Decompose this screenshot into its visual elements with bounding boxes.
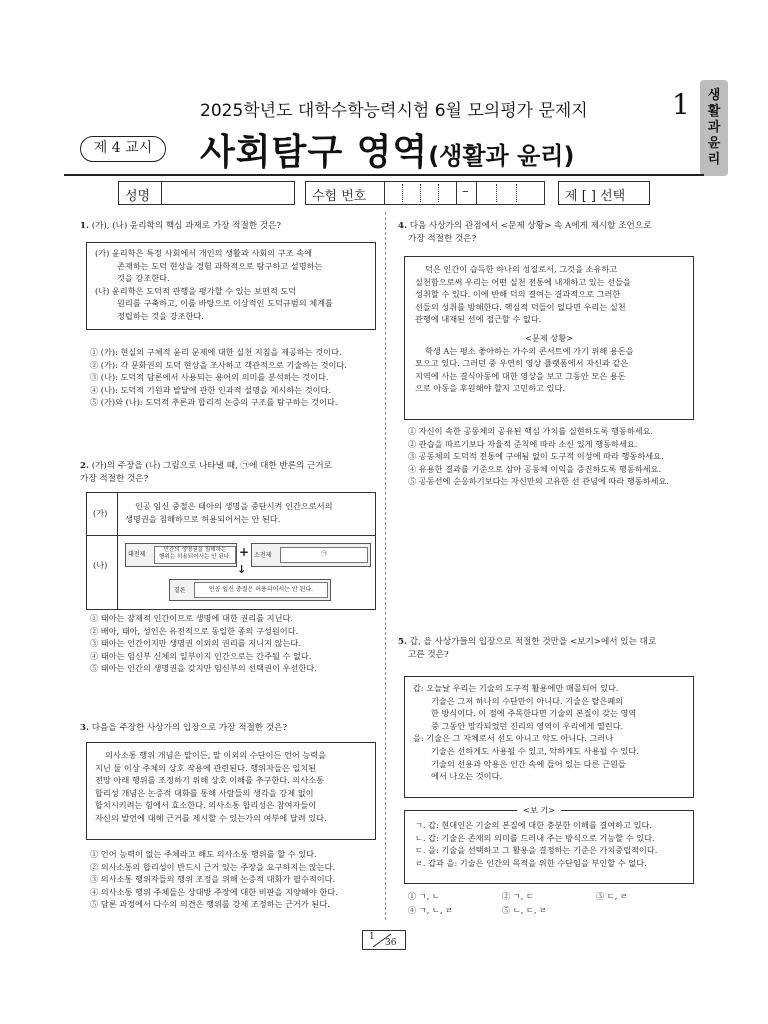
subject-main: 사회탐구 영역 [200, 132, 429, 173]
total-pages: 36 [385, 938, 397, 948]
bogi-item: ㄱ. 갑: 현대인은 기술의 본질에 대한 충분한 이해를 결여하고 있다. [415, 820, 653, 830]
question-5-stem [398, 636, 656, 662]
question-text: 갑, 을 사상가들의 입장으로 적절한 것만을 <보기>에서 있는 대로 [409, 637, 657, 647]
box-line: 성취할 수 있다. 이에 반해 덕의 결여는 결과적으로 그러한 [415, 289, 621, 300]
option-3[interactable]: ③ (나): 도덕적 담론에서 사용되는 용어의 의미를 분석하는 것이다. [90, 372, 329, 383]
ga-line: 인공 임신 중절은 태아의 생명을 중단시켜 인간으로서의 [135, 501, 333, 511]
side-tab-char: 리 [707, 152, 721, 167]
major-premise-text: 인간의 생명권을 침해하는 [163, 547, 227, 553]
box-line: 지닌 둘 이상 주체의 상호 작용에 관련된다. 행위자들은 일치된 [95, 762, 317, 773]
exam-number-dash: – [462, 184, 469, 199]
side-tab-char: 생 [707, 88, 721, 103]
option-4[interactable]: ④ 유용한 결과를 기준으로 삼아 공동체 이익을 증진하도록 행동하세요. [408, 463, 662, 474]
option-2[interactable]: ② (가): 각 문화권의 도덕 현상을 조사하고 객관적으로 기술하는 것이다. [90, 359, 347, 370]
question-number: 3. [80, 723, 89, 733]
option-4[interactable]: ④ 태아는 임신부 신체의 일부이지 인간으로는 간주될 수 없다. [90, 650, 312, 661]
box-line: 의사소통 행위 개념은 말이든, 말 이외의 수단이든 언어 능력을 [105, 750, 327, 760]
side-tab-char: 과 [707, 120, 721, 135]
box-line: 실천함으로써 우리는 어떤 실천 전통에 내재하고 있는 선들을 [415, 276, 631, 287]
bogi-item: ㄷ. 을: 기술을 선택하고 그 활용을 결정하는 기준은 가치중립적이다. [415, 845, 658, 856]
option-1[interactable]: ① 자신이 속한 공동체의 공유된 핵심 가치를 실현하도록 행동하세요. [408, 426, 654, 436]
ga-line: 생명권을 침해하므로 허용되어서는 안 된다. [125, 513, 281, 524]
box-line: 것을 강조한다. [117, 273, 170, 284]
eul-line: 기술은 선하게도 사용될 수 있고, 악하게도 사용될 수 있다. [431, 745, 639, 756]
option-2[interactable]: ② 의사소통의 합리성이 반드시 근거 있는 주장을 요구하지는 않는다. [90, 861, 336, 872]
conclusion [169, 579, 331, 601]
gap-line: 중 그동안 망각되었던 진리의 영역이 우리에게 열린다. [431, 720, 624, 731]
current-page: 1 [369, 932, 375, 942]
subject-side-tab [700, 80, 728, 176]
question-text: 고른 것은? [408, 650, 449, 661]
question-5-box [404, 676, 694, 798]
situation-title: <문제 상황> [525, 332, 573, 343]
subject-title [200, 124, 574, 175]
question-4-options [408, 425, 669, 488]
option-4[interactable]: ④ (나): 도덕적 기원과 발달에 관한 인과적 설명을 제시하는 것이다. [90, 384, 332, 395]
column-divider [385, 212, 387, 920]
option-1[interactable]: ① 태아는 잠재적 인간이므로 생명에 대한 권리를 지닌다. [90, 613, 294, 623]
box-line: 자신의 발언에 대해 근거를 제시할 수 있는가의 여부에 달려 있다. [95, 812, 327, 823]
ga-text [125, 500, 369, 525]
box-line: (가) 윤리학은 특정 사회에서 개인의 생활과 사회의 구조 속에 [95, 248, 313, 258]
option-3[interactable]: ③ 태아는 인간이지만 생명권 이외의 권리를 지니지 않는다. [90, 638, 301, 649]
situation-line: 으로 아동을 후원해야 할지 고민하고 있다. [415, 383, 566, 394]
page-slash-icon [363, 931, 405, 949]
question-1-box [86, 242, 376, 330]
bogi-item: ㄹ. 갑과 을: 기술은 인간의 목적을 위한 수단임을 부인할 수 없다. [415, 857, 647, 868]
question-3-options [90, 848, 338, 911]
question-4-stem [398, 220, 651, 246]
option-1[interactable]: ① 언어 능력이 없는 주체라고 해도 의사소통 행위를 할 수 있다. [90, 849, 317, 859]
bogi-title: <보 기> [517, 804, 561, 817]
box-line: 관행에 내재된 선에 접근할 수 없다. [415, 314, 542, 325]
question-text: 가장 적절한 것은? [80, 474, 149, 485]
subject-sub: (생활과 윤리) [428, 142, 575, 170]
na-label: (나) [93, 560, 108, 570]
major-premise [125, 543, 237, 567]
box-line: 원리를 구축하고, 이를 바탕으로 이상적인 도덕규범의 체계를 [117, 298, 333, 309]
box-line: 전망 아래 행위를 조정하기 위해 상호 이해를 추구한다. 의사소통 [95, 775, 325, 786]
situation-line: 모으고 있다. 그러던 중 우연히 영상 플랫폼에서 자신과 같은 [415, 358, 629, 369]
question-1-options [90, 346, 347, 409]
option-3[interactable]: ③ 의사소통 행위자들의 행위 조정을 위해 논증적 대화가 필수적이다. [90, 874, 336, 885]
box-line: 덕은 인간이 습득한 하나의 성질로서, 그것을 소유하고 [425, 264, 618, 274]
question-number: 2. [80, 461, 89, 471]
gap-line: 기술은 그저 하나의 수단만이 아니다. 기술은 탈은폐의 [431, 695, 624, 706]
question-2-stem [80, 460, 332, 486]
name-field[interactable] [118, 181, 295, 205]
minor-premise [251, 543, 371, 567]
header-rule [64, 174, 704, 176]
question-text: 다음 사상가의 관점에서 <문제 상황> 속 A에게 제시할 조언으로 [409, 221, 652, 231]
question-text: (가), (나) 윤리학의 핵심 과제로 가장 적절한 것은? [91, 221, 282, 231]
plus-sign: + [239, 545, 250, 559]
situation-line: 학생 A는 평소 좋아하는 가수의 콘서트에 가기 위해 용돈을 [425, 345, 634, 356]
box-line: 합리성 개념은 논증적 대화를 통해 사람들의 생각을 강제 없이 [95, 787, 314, 798]
eul-line: 을: 기술은 그 자체로서 선도 아니고 악도 아니다. 그러나 [413, 733, 614, 744]
option-3[interactable]: ③ 공동체의 도덕적 전통에 구애됨 없이 도구적 이성에 따라 행동하세요. [408, 451, 664, 462]
eul-line: 기술의 선용과 악용은 인간 속에 들어 있는 다른 근원들 [431, 758, 626, 769]
option-5[interactable]: ⑤ 공동선에 순응하기보다는 자신만의 고유한 선 관념에 따라 행동하세요. [408, 476, 669, 487]
question-text: 가장 적절한 것은? [408, 234, 477, 245]
option-5[interactable]: ⑤ 태아는 인간의 생명권을 갖지만 임신부의 선택권이 우선한다. [90, 663, 317, 674]
bogi-box [404, 805, 694, 884]
minor-premise-marker: ㉠ [320, 551, 327, 558]
option-2[interactable]: ② 관습을 따르기보다 자율적 준칙에 따라 소신 있게 행동하세요. [408, 438, 638, 449]
question-2-options [90, 612, 317, 675]
conclusion-label: 결론 [174, 587, 186, 594]
situation-line: 지역에 사는 결식아동에 대한 영상을 보고 그동안 모은 용돈 [415, 370, 626, 381]
gap-line: 갑: 오늘날 우리는 기술의 도구적 활용에만 매몰되어 있다. [413, 683, 619, 693]
question-number: 4. [398, 221, 407, 231]
option-4[interactable]: ④ ㄱ, ㄴ, ㄹ [408, 905, 453, 915]
box-line: 선들의 성취를 방해한다. 핵심적 덕들이 없다면 우리는 실천 [415, 301, 626, 312]
conclusion-text: 인공 임신 중절은 허용되어서는 안 된다. [194, 582, 328, 598]
box-line: (나) 윤리학은 도덕적 관행을 평가할 수 있는 보편적 도덕 [95, 285, 297, 296]
option-5[interactable]: ⑤ ㄴ, ㄷ, ㄹ [502, 905, 547, 915]
option-2[interactable]: ② 배아, 태아, 성인은 유전적으로 동일한 종의 구성원이다. [90, 625, 299, 636]
period-badge: 제 4 교시 [80, 136, 166, 162]
gap-line: 한 방식이다. 이 점에 주목한다면 기술의 본질이 갖는 영역 [431, 708, 637, 719]
question-1-stem [80, 220, 281, 233]
option-1[interactable]: ① (가): 현실의 구체적 윤리 문제에 대한 실천 지침을 제공하는 것이다. [90, 347, 342, 357]
exam-number-label: 수험 번호 [312, 189, 367, 204]
exam-title: 2025학년도 대학수학능력시험 6월 모의평가 문제지 [200, 101, 588, 121]
question-4-box [404, 256, 694, 420]
question-text: (가)의 주장을 (나) 그림으로 나타낼 때, ㉠에 대한 반론의 근거로 [91, 461, 332, 471]
box-line: 정립하는 것을 강조한다. [117, 310, 204, 321]
question-number: 1. [80, 221, 89, 231]
arrow-down: ↓ [237, 563, 247, 576]
option-5[interactable]: ⑤ (가)와 (나): 도덕적 추론과 합리적 논증의 구조를 탐구하는 것이다. [90, 397, 338, 408]
choice-field[interactable] [558, 181, 650, 205]
side-tab-char: 활 [707, 104, 721, 119]
ga-label: (가) [93, 508, 108, 518]
option-3[interactable]: ③ ㄷ, ㄹ [596, 891, 628, 901]
question-3-stem [80, 722, 287, 735]
eul-line: 에서 나오는 것이다. [431, 771, 503, 782]
option-1[interactable]: ① ㄱ, ㄴ [408, 891, 440, 901]
question-3-box [86, 742, 376, 840]
name-label: 성명 [125, 189, 151, 204]
major-premise-text: 행위는 허용되어서는 안 된다. [159, 554, 231, 560]
option-2[interactable]: ② ㄱ, ㄷ [502, 891, 534, 901]
question-text: 다음을 주장한 사상가의 입장으로 가장 적절한 것은? [91, 723, 288, 733]
exam-number-field[interactable] [305, 181, 545, 205]
box-line: 합치시키려는 힘에서 효소한다. 의사소통 합리성은 참여자들이 [95, 800, 317, 811]
side-tab-char: 윤 [707, 136, 721, 151]
question-number: 5. [398, 637, 407, 647]
choice-label: 제 [ ] 선택 [565, 189, 626, 204]
page-indicator [362, 930, 406, 950]
question-2-table [86, 492, 376, 610]
box-line: 존재하는 도덕 현상을 경험 과학적으로 탐구하고 설명하는 [117, 260, 323, 271]
option-4[interactable]: ④ 의사소통 행위 주체들은 상대방 주장에 대한 비판을 지양해야 한다. [90, 886, 338, 897]
page-number: 1 [672, 88, 690, 121]
bogi-item: ㄴ. 갑: 기술은 존재의 의미를 드러내 주는 방식으로 기능할 수 있다. [415, 832, 655, 843]
option-5[interactable]: ⑤ 담론 과정에서 다수의 의견은 행위를 강제 조정하는 근거가 된다. [90, 899, 330, 910]
major-premise-label: 대전제 [128, 551, 146, 558]
minor-premise-label: 소전제 [254, 552, 272, 559]
